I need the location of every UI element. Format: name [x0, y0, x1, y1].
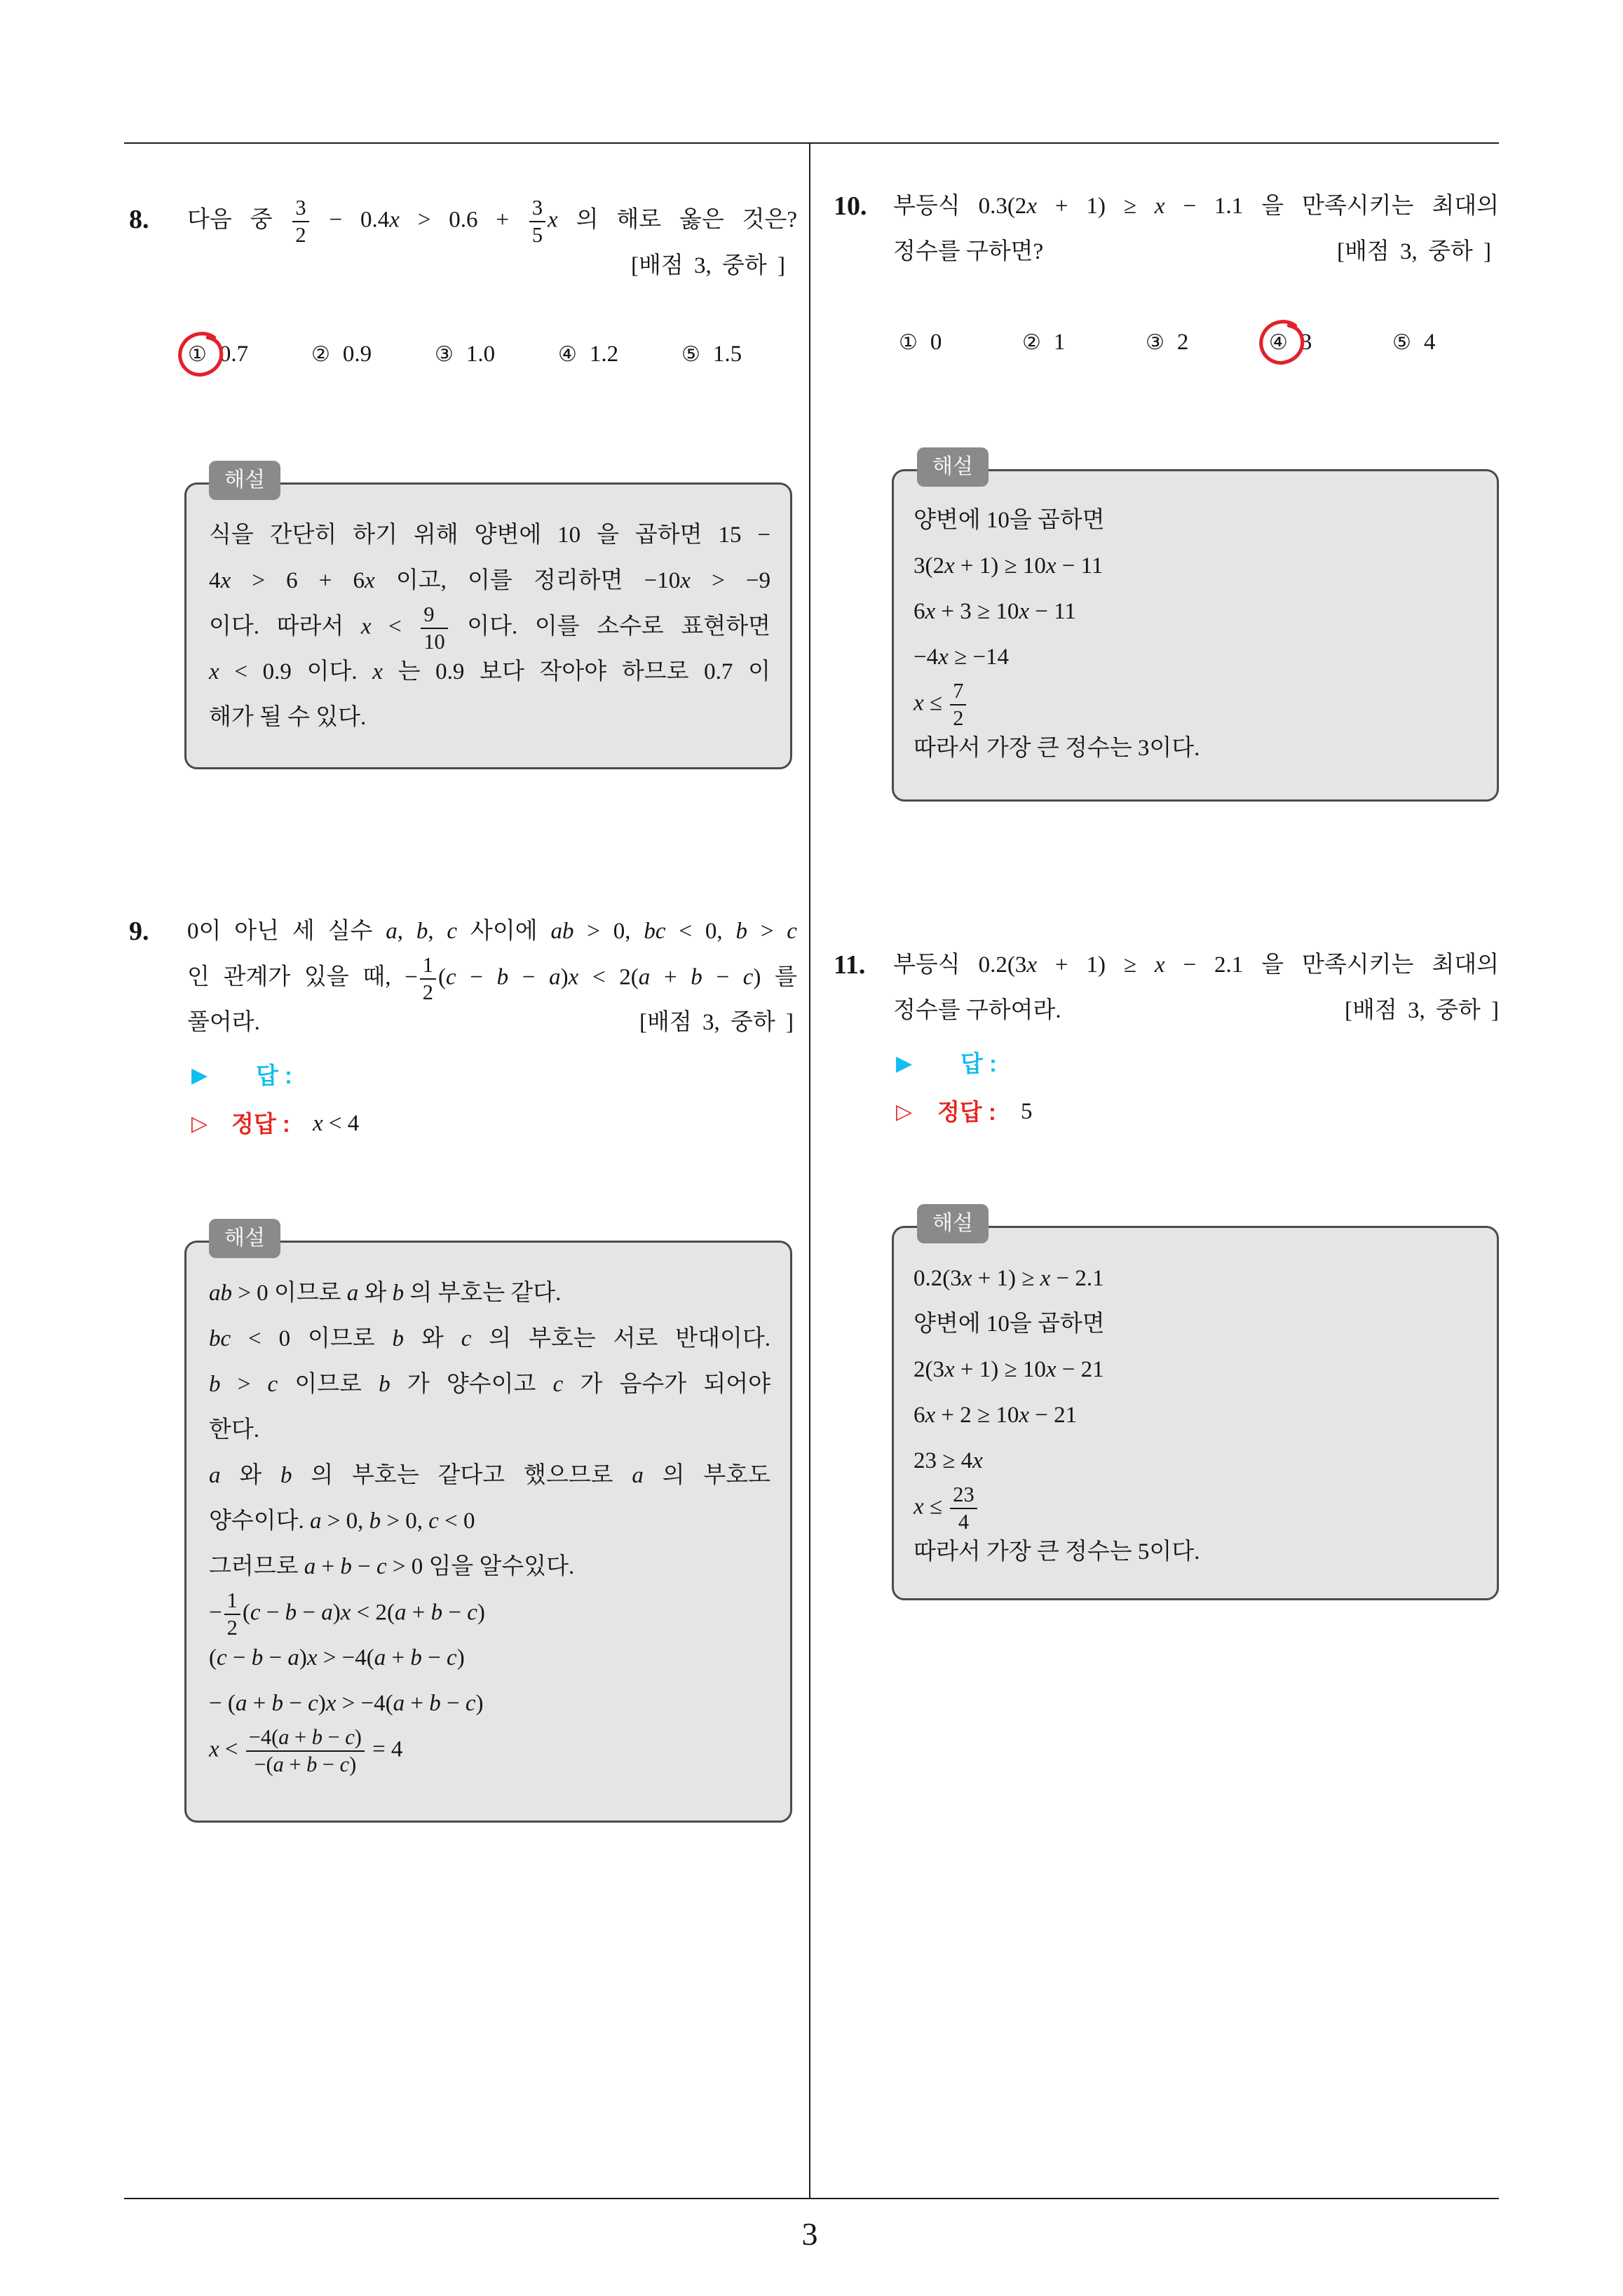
- option-number: ④: [558, 342, 577, 367]
- fraction-denominator: 2: [295, 222, 306, 247]
- math-variable: b: [220, 1281, 232, 1306]
- math-variable: c: [376, 1554, 387, 1579]
- math-variable: a: [386, 919, 398, 944]
- text-line: [209, 1544, 770, 1590]
- fraction-denominator: 2: [953, 705, 964, 730]
- problem-number: 8.: [129, 205, 149, 234]
- math-variable: c: [220, 1326, 231, 1351]
- text-run: 부등식 0.2(3x + 1) ≥ x − 2.1 을 만족시키는 최대의: [893, 952, 1500, 978]
- option-2: [311, 332, 435, 377]
- text-line: [209, 1725, 770, 1776]
- option-value: 1: [1053, 330, 1066, 355]
- math-variable: c: [250, 1600, 261, 1626]
- fraction-denominator: −(a + b − c): [254, 1752, 357, 1776]
- text-line: [914, 1529, 1474, 1575]
- math-variable: c: [339, 1752, 350, 1776]
- math-variable: x: [340, 1600, 351, 1626]
- text-run: 부등식 0.3(2x + 1) ≥ x − 1.1 을 만족시키는 최대의: [893, 194, 1500, 219]
- problem-number: 11.: [834, 950, 866, 980]
- solution-box: [184, 468, 792, 769]
- math-variable: x: [1026, 194, 1037, 219]
- text-line: [209, 1453, 770, 1499]
- solution-box: [184, 1226, 792, 1823]
- text-run: x ≤: [914, 690, 949, 716]
- correct-marker-icon: ▷: [191, 1112, 208, 1136]
- solution-text: [914, 498, 1474, 771]
- text-line: [914, 1302, 1474, 1347]
- math-variable: x: [209, 659, 219, 684]
- option-number: ③: [435, 342, 454, 367]
- math-variable: b: [379, 1372, 391, 1397]
- math-variable: x: [972, 1448, 983, 1473]
- math-variable: x: [220, 568, 231, 593]
- solution-tab: 해설: [209, 461, 280, 500]
- solution-tab: 해설: [917, 447, 989, 487]
- fraction-denominator: 5: [531, 222, 543, 247]
- math-variable: x: [944, 553, 955, 579]
- text-run: 0.2(3x + 1) ≥ x − 2.1: [914, 1266, 1104, 1291]
- text-line: [187, 909, 797, 954]
- math-variable: a: [278, 1725, 290, 1749]
- math-variable: a: [273, 1752, 284, 1776]
- option-number: ⑤: [681, 342, 700, 367]
- text-run: x <: [209, 1736, 244, 1762]
- math-variable: c: [465, 1691, 476, 1716]
- text-line: [914, 1347, 1474, 1393]
- text-run: 3(2x + 1) ≥ 10x − 11: [914, 553, 1103, 579]
- text-run: x 의 해로 옳은 것은?: [548, 207, 797, 233]
- math-variable: x: [1154, 194, 1165, 219]
- math-variable: c: [461, 1326, 472, 1351]
- math-variable: c: [217, 1645, 227, 1670]
- option-4: [1269, 320, 1392, 365]
- text-run: 23 ≥ 4x: [914, 1448, 983, 1473]
- text-line: [914, 726, 1474, 771]
- option-1: [188, 332, 311, 377]
- math-variable: x: [306, 1645, 318, 1670]
- option-3: [1146, 320, 1269, 365]
- correct-marker-icon: ▷: [896, 1100, 913, 1124]
- text-line: [187, 953, 797, 1004]
- fraction-numerator: 1: [420, 954, 436, 980]
- math-variable: b: [562, 919, 574, 944]
- text-run: (c − b − a)x < 2(a + b − c) 를: [437, 964, 797, 990]
- math-variable: b: [410, 1645, 422, 1670]
- text-line: [209, 1271, 770, 1316]
- math-variable: a: [209, 1463, 221, 1488]
- problem-number: 9.: [129, 917, 149, 946]
- fraction-numerator: 1: [224, 1590, 240, 1615]
- math-variable: b: [285, 1600, 297, 1626]
- math-variable: a: [394, 1600, 407, 1626]
- problem-points: [배점 3, 중하 ]: [631, 253, 785, 278]
- math-variable: b: [429, 1691, 441, 1716]
- text-line: [893, 943, 1499, 988]
- text-run: 따라서 가장 큰 정수는 5이다.: [914, 1539, 1200, 1565]
- text-run: (c − b − a)x > −4(a + b − c): [209, 1645, 465, 1670]
- math-variable: a: [287, 1645, 299, 1670]
- math-variable: c: [655, 919, 666, 944]
- option-4: [558, 332, 681, 377]
- math-variable: b: [209, 1372, 221, 1397]
- option-value: 2: [1176, 330, 1189, 355]
- fraction: [224, 1590, 240, 1639]
- math-variable: a: [346, 1281, 359, 1306]
- text-line: [914, 543, 1474, 589]
- text-line: [209, 1362, 770, 1407]
- text-run: bc < 0 이므로 b 와 c 의 부호는 서로 반대이다.: [209, 1326, 770, 1351]
- math-variable: b: [209, 1326, 221, 1351]
- fraction: [420, 954, 436, 1004]
- math-variable: x: [680, 568, 691, 593]
- text-line: [209, 1681, 770, 1727]
- solution-tab: 해설: [917, 1204, 989, 1243]
- math-variable: x: [313, 1111, 323, 1136]
- text-line: [914, 1483, 1474, 1534]
- math-variable: b: [392, 1326, 405, 1351]
- math-variable: c: [787, 919, 797, 944]
- text-line: [914, 589, 1474, 635]
- fraction-numerator: 9: [421, 604, 447, 629]
- text-run: 한다.: [209, 1417, 260, 1443]
- math-variable: a: [235, 1691, 247, 1716]
- text-run: = 4: [366, 1736, 403, 1762]
- option-number: ⑤: [1392, 330, 1411, 355]
- text-line: [209, 1316, 770, 1362]
- bottom-rule: [124, 2198, 1499, 2199]
- math-variable: b: [280, 1463, 292, 1488]
- correct-answer-label: 정답 :: [937, 1099, 996, 1125]
- text-run: x < 0.9 이다. x 는 0.9 보다 작아야 하므로 0.7 이: [209, 659, 770, 684]
- text-run: 따라서 가장 큰 정수는 3이다.: [914, 736, 1200, 761]
- math-variable: x: [1019, 599, 1030, 624]
- math-variable: x: [360, 614, 372, 640]
- text-run: − (a + b − c)x > −4(a + b − c): [209, 1691, 484, 1716]
- solution-text: [209, 1271, 770, 1776]
- text-run: 0이 아닌 세 실수 a, b, c 사이에 ab > 0, bc < 0, b > c: [187, 919, 797, 944]
- text-run: 4x > 6 + 6x 이고, 이를 정리하면 −10x > −9: [209, 568, 770, 593]
- text-line: [209, 1499, 770, 1544]
- math-variable: x: [548, 207, 558, 233]
- math-variable: a: [321, 1600, 333, 1626]
- text-line: [209, 695, 770, 741]
- math-variable: c: [308, 1691, 318, 1716]
- math-variable: c: [552, 1372, 564, 1397]
- math-variable: b: [369, 1508, 381, 1534]
- option-5: [1392, 320, 1516, 365]
- fraction: [246, 1727, 365, 1776]
- problem-number: 10.: [834, 191, 867, 221]
- option-number: ④: [1269, 330, 1288, 355]
- option-number: ①: [899, 330, 918, 355]
- math-variable: x: [365, 568, 375, 593]
- math-variable: a: [304, 1554, 316, 1579]
- selection-circle-mark: [1256, 317, 1307, 367]
- text-run: 그러므로 a + b − c > 0 임을 알수있다.: [209, 1554, 575, 1579]
- answer-marker-icon: ▶: [896, 1051, 913, 1076]
- math-variable: c: [447, 919, 458, 944]
- solution-text: [914, 1256, 1474, 1575]
- math-variable: b: [430, 1600, 443, 1626]
- text-line: [893, 184, 1499, 229]
- text-run: 정수를 구하여라.: [893, 998, 1061, 1023]
- math-variable: x: [914, 690, 924, 716]
- option-value: 1.2: [589, 342, 619, 367]
- solution-box: [892, 454, 1499, 802]
- text-run: b > c 이므로 b 가 양수이고 c 가 음수가 되어야: [209, 1372, 770, 1397]
- selection-circle-mark: [175, 329, 226, 379]
- correct-answer-value: x < 4: [313, 1111, 360, 1136]
- math-variable: b: [735, 919, 747, 944]
- math-variable: x: [944, 1357, 955, 1382]
- text-run: ab > 0 이므로 a 와 b 의 부호는 같다.: [209, 1281, 562, 1306]
- problem-points: [배점 3, 중하 ]: [639, 1010, 794, 1035]
- option-number: ②: [1022, 330, 1041, 355]
- math-variable: x: [372, 659, 383, 684]
- option-value: 1.0: [466, 342, 496, 367]
- math-variable: a: [374, 1645, 386, 1670]
- fraction: [421, 604, 447, 653]
- math-variable: x: [325, 1691, 337, 1716]
- fraction-denominator: 4: [958, 1509, 970, 1534]
- option-value: 0: [930, 330, 942, 355]
- math-variable: x: [1045, 1357, 1057, 1382]
- text-run: 양변에 10을 곱하면: [914, 1311, 1105, 1337]
- math-variable: a: [393, 1691, 405, 1716]
- text-run: 해가 될 수 있다.: [209, 705, 367, 730]
- fraction-denominator: 2: [226, 1615, 238, 1640]
- correct-answer-label: 정답 :: [231, 1111, 290, 1137]
- text-run: 인 관계가 있을 때, −: [187, 964, 418, 990]
- fraction-denominator: 10: [423, 629, 445, 654]
- text-line: [209, 558, 770, 604]
- correct-answer-value: 5: [1021, 1099, 1033, 1124]
- fraction-numerator: 23: [950, 1484, 977, 1509]
- option-number: ①: [188, 342, 207, 367]
- option-number: ③: [1146, 330, 1164, 355]
- text-run: 정수를 구하면?: [893, 239, 1044, 264]
- option-value: 1.5: [712, 342, 742, 367]
- fraction-denominator: 2: [422, 980, 433, 1004]
- text-line: [209, 602, 770, 654]
- column-divider: [809, 143, 810, 2199]
- math-variable: b: [340, 1554, 352, 1579]
- text-run: (c − b − a)x < 2(a + b − c): [242, 1600, 485, 1626]
- fraction-numerator: 7: [950, 680, 966, 705]
- math-variable: a: [632, 1463, 644, 1488]
- math-variable: x: [925, 599, 936, 624]
- fraction: [529, 197, 545, 246]
- math-variable: a: [549, 964, 561, 990]
- text-run: 이다. 이를 소수로 표현하면: [449, 614, 770, 640]
- fraction: [950, 680, 966, 729]
- math-variable: c: [467, 1600, 477, 1626]
- math-variable: x: [1019, 1403, 1030, 1428]
- math-variable: c: [345, 1725, 355, 1749]
- text-line: [209, 1588, 770, 1640]
- text-run: x ≤: [914, 1494, 949, 1520]
- text-line: [914, 1438, 1474, 1484]
- math-variable: b: [691, 964, 702, 990]
- math-variable: x: [1040, 1266, 1051, 1291]
- fraction-numerator: 3: [529, 197, 545, 222]
- solution-box: [892, 1211, 1499, 1600]
- math-variable: c: [742, 964, 754, 990]
- math-variable: x: [938, 644, 949, 670]
- text-line: [209, 1407, 770, 1453]
- text-line: [914, 679, 1474, 730]
- option-5: [681, 332, 805, 377]
- text-run: 양수이다. a > 0, b > 0, c < 0: [209, 1508, 475, 1534]
- math-variable: c: [428, 1508, 439, 1534]
- math-variable: x: [914, 1494, 924, 1520]
- math-variable: b: [306, 1752, 318, 1776]
- answer-options: [188, 332, 805, 377]
- math-variable: x: [925, 1403, 936, 1428]
- math-variable: x: [568, 964, 579, 990]
- math-variable: b: [496, 964, 509, 990]
- math-variable: a: [550, 919, 562, 944]
- answer-label: 답 :: [960, 1051, 998, 1076]
- option-3: [435, 332, 558, 377]
- math-variable: x: [389, 207, 400, 233]
- text-run: 6x + 2 ≥ 10x − 21: [914, 1403, 1078, 1428]
- math-variable: b: [416, 919, 428, 944]
- option-number: ②: [311, 342, 330, 367]
- math-variable: b: [392, 1281, 405, 1306]
- fraction-numerator: −4(a + b − c): [246, 1727, 365, 1752]
- text-line: [914, 1393, 1474, 1438]
- text-run: 6x + 3 ≥ 10x − 11: [914, 599, 1076, 624]
- text-run: −4x ≥ −14: [914, 644, 1010, 670]
- math-variable: b: [644, 919, 656, 944]
- top-rule: [124, 142, 1499, 144]
- fraction: [292, 197, 308, 246]
- math-variable: x: [961, 1266, 972, 1291]
- math-variable: b: [311, 1725, 322, 1749]
- text-line: [914, 635, 1474, 680]
- solution-text: [209, 513, 770, 741]
- text-line: [209, 1635, 770, 1681]
- math-variable: c: [267, 1372, 278, 1397]
- option-value: 0.7: [219, 342, 249, 367]
- text-line: [187, 196, 797, 247]
- problem-question: [187, 196, 797, 247]
- problem-points: [배점 3, 중하 ]: [1345, 998, 1499, 1023]
- option-value: 0.9: [342, 342, 372, 367]
- text-line: [209, 513, 770, 558]
- option-1: [899, 320, 1022, 365]
- math-variable: a: [209, 1281, 221, 1306]
- text-run: 2(3x + 1) ≥ 10x − 21: [914, 1357, 1104, 1382]
- text-run: −: [209, 1600, 222, 1626]
- option-value: 3: [1300, 330, 1312, 355]
- text-line: [914, 498, 1474, 543]
- math-variable: b: [271, 1691, 283, 1716]
- text-run: 식을 간단히 하기 위해 양변에 10 을 곱하면 15 −: [209, 522, 770, 548]
- math-variable: c: [447, 1645, 457, 1670]
- math-variable: x: [1026, 952, 1037, 978]
- text-line: [914, 1256, 1474, 1302]
- page-number: 3: [801, 2216, 818, 2252]
- text-run: − 0.4x > 0.6 +: [311, 207, 527, 233]
- math-variable: a: [310, 1508, 322, 1534]
- answer-marker-icon: ▶: [191, 1063, 208, 1088]
- problem-points: [배점 3, 중하 ]: [1337, 239, 1491, 264]
- solution-tab: 해설: [209, 1219, 280, 1258]
- text-run: 다음 중: [187, 207, 291, 233]
- math-variable: x: [209, 1736, 219, 1762]
- text-run: a 와 b 의 부호는 같다고 했으므로 a 의 부호도: [209, 1463, 770, 1488]
- option-value: 4: [1423, 330, 1436, 355]
- fraction-numerator: 3: [292, 197, 308, 222]
- text-run: 이다. 따라서 x <: [209, 614, 419, 640]
- option-2: [1022, 320, 1146, 365]
- text-line: [209, 649, 770, 695]
- math-variable: a: [638, 964, 651, 990]
- math-variable: b: [251, 1645, 264, 1670]
- answer-options: [899, 320, 1516, 365]
- text-run: 양변에 10을 곱하면: [914, 508, 1105, 533]
- fraction: [950, 1484, 977, 1533]
- math-variable: c: [445, 964, 456, 990]
- math-variable: x: [1045, 553, 1057, 579]
- answer-label: 답 :: [256, 1062, 293, 1088]
- math-variable: x: [1154, 952, 1165, 978]
- text-run: 풀어라.: [187, 1010, 260, 1035]
